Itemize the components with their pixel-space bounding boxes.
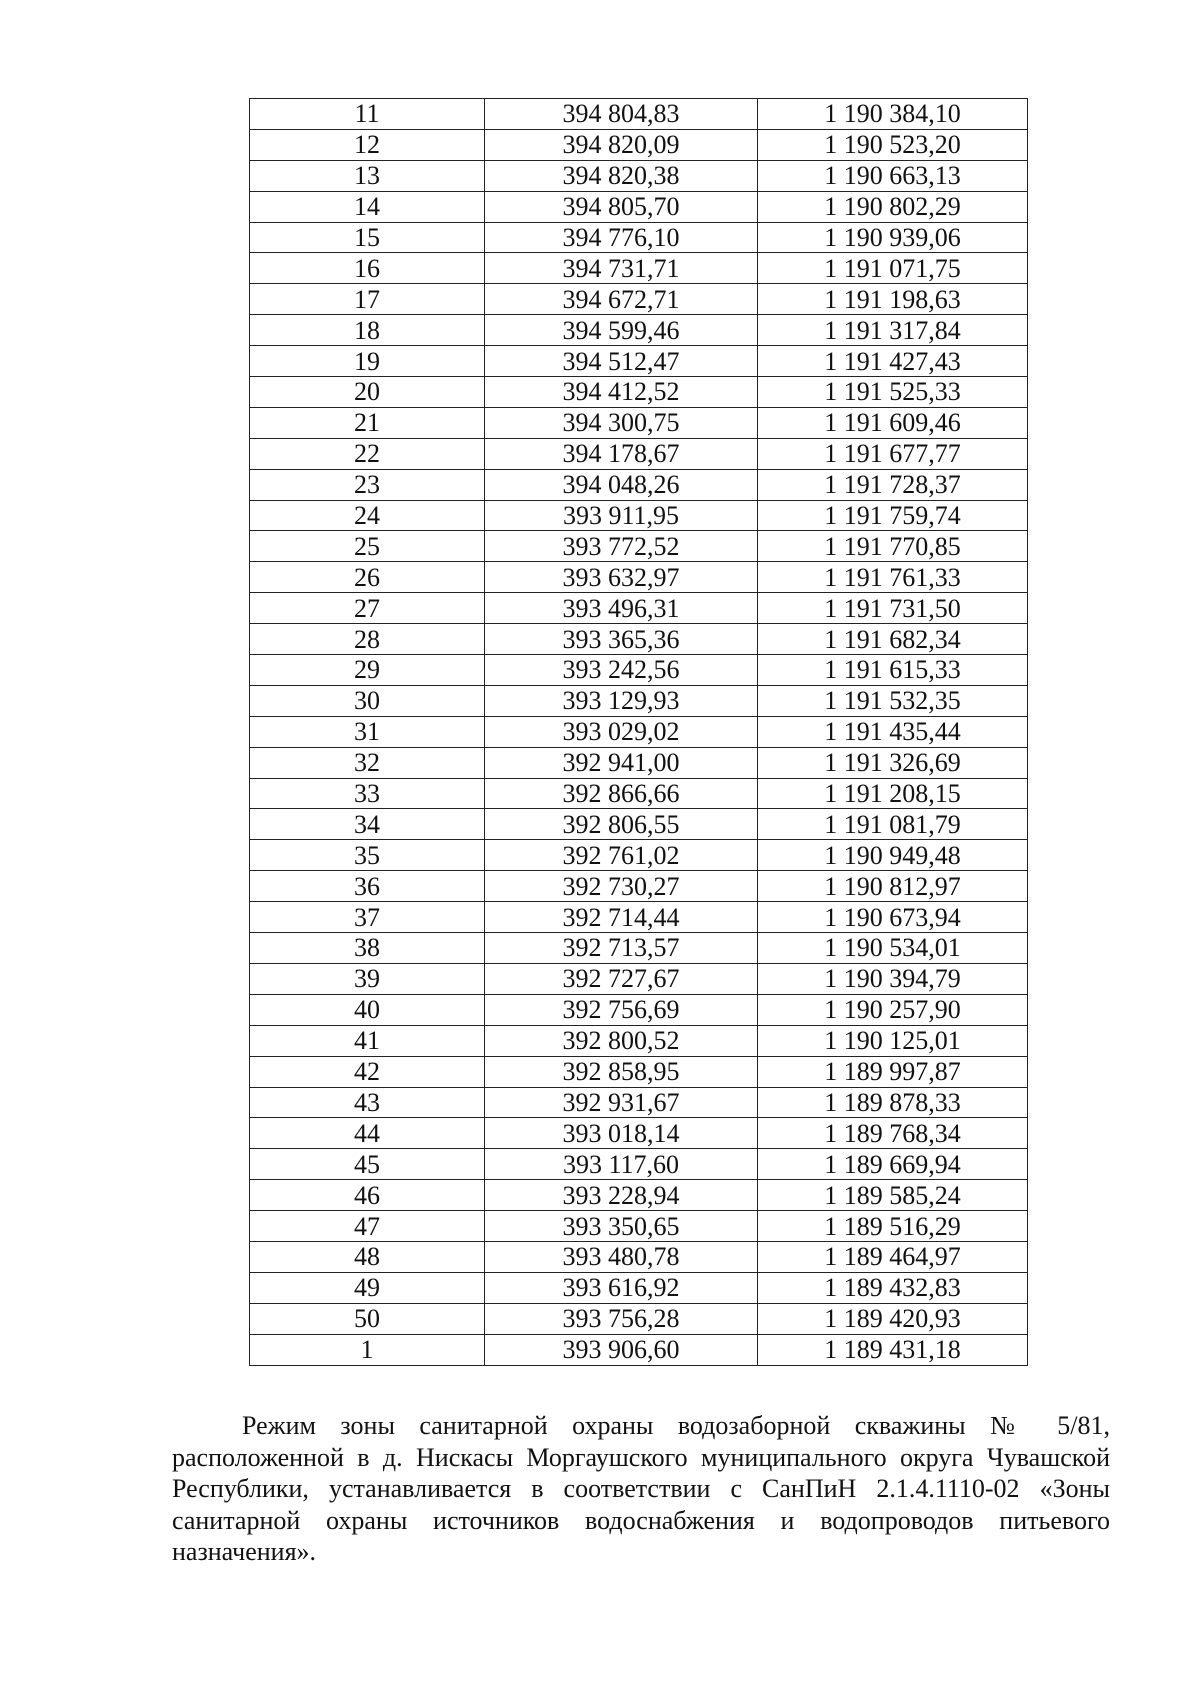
y-coordinate-cell: 1 189 420,93 [758, 1303, 1028, 1334]
table-row [250, 377, 1028, 408]
x-coordinate-cell: 394 820,09 [485, 129, 758, 160]
x-coordinate-cell: 392 713,57 [485, 933, 758, 964]
table-row [250, 346, 1028, 377]
y-coordinate-cell: 1 191 427,43 [758, 346, 1028, 377]
table-row [250, 1334, 1028, 1365]
x-coordinate-cell: 393 129,93 [485, 685, 758, 716]
point-number-cell: 50 [250, 1303, 485, 1334]
x-coordinate-cell: 392 727,67 [485, 963, 758, 994]
point-number-cell: 40 [250, 994, 485, 1025]
table-row [250, 655, 1028, 686]
y-coordinate-cell: 1 191 761,33 [758, 562, 1028, 593]
table-row [250, 129, 1028, 160]
point-number-cell: 20 [250, 377, 485, 408]
point-number-cell: 46 [250, 1180, 485, 1211]
point-number-cell: 27 [250, 593, 485, 624]
point-number-cell: 29 [250, 655, 485, 686]
coordinates-table-body [250, 99, 1028, 1366]
y-coordinate-cell: 1 191 525,33 [758, 377, 1028, 408]
y-coordinate-cell: 1 190 394,79 [758, 963, 1028, 994]
table-row [250, 222, 1028, 253]
x-coordinate-cell: 394 178,67 [485, 438, 758, 469]
y-coordinate-cell: 1 191 435,44 [758, 716, 1028, 747]
table-row [250, 160, 1028, 191]
point-number-cell: 22 [250, 438, 485, 469]
point-number-cell: 41 [250, 1025, 485, 1056]
x-coordinate-cell: 393 496,31 [485, 593, 758, 624]
table-row [250, 1303, 1028, 1334]
table-row [250, 469, 1028, 500]
table-row [250, 531, 1028, 562]
table-row [250, 1180, 1028, 1211]
y-coordinate-cell: 1 191 615,33 [758, 655, 1028, 686]
point-number-cell: 17 [250, 284, 485, 315]
table-row [250, 191, 1028, 222]
y-coordinate-cell: 1 190 673,94 [758, 902, 1028, 933]
table-row [250, 1211, 1028, 1242]
coordinates-table [249, 98, 1028, 1366]
table-row [250, 407, 1028, 438]
x-coordinate-cell: 394 599,46 [485, 315, 758, 346]
point-number-cell: 47 [250, 1211, 485, 1242]
x-coordinate-cell: 393 228,94 [485, 1180, 758, 1211]
x-coordinate-cell: 394 820,38 [485, 160, 758, 191]
x-coordinate-cell: 393 756,28 [485, 1303, 758, 1334]
point-number-cell: 19 [250, 346, 485, 377]
table-row [250, 1149, 1028, 1180]
x-coordinate-cell: 392 806,55 [485, 809, 758, 840]
x-coordinate-cell: 394 805,70 [485, 191, 758, 222]
point-number-cell: 16 [250, 253, 485, 284]
x-coordinate-cell: 393 365,36 [485, 624, 758, 655]
table-row [250, 562, 1028, 593]
table-row [250, 840, 1028, 871]
table-row [250, 1087, 1028, 1118]
y-coordinate-cell: 1 191 677,77 [758, 438, 1028, 469]
point-number-cell: 42 [250, 1056, 485, 1087]
table-row [250, 1118, 1028, 1149]
point-number-cell: 30 [250, 685, 485, 716]
table-row [250, 1241, 1028, 1272]
x-coordinate-cell: 394 300,75 [485, 407, 758, 438]
y-coordinate-cell: 1 189 431,18 [758, 1334, 1028, 1365]
y-coordinate-cell: 1 191 682,34 [758, 624, 1028, 655]
y-coordinate-cell: 1 191 728,37 [758, 469, 1028, 500]
table-row [250, 871, 1028, 902]
point-number-cell: 39 [250, 963, 485, 994]
x-coordinate-cell: 394 804,83 [485, 99, 758, 130]
table-row [250, 1025, 1028, 1056]
point-number-cell: 43 [250, 1087, 485, 1118]
x-coordinate-cell: 392 714,44 [485, 902, 758, 933]
y-coordinate-cell: 1 190 523,20 [758, 129, 1028, 160]
x-coordinate-cell: 394 512,47 [485, 346, 758, 377]
x-coordinate-cell: 394 048,26 [485, 469, 758, 500]
x-coordinate-cell: 392 941,00 [485, 747, 758, 778]
point-number-cell: 18 [250, 315, 485, 346]
point-number-cell: 25 [250, 531, 485, 562]
table-row [250, 438, 1028, 469]
point-number-cell: 28 [250, 624, 485, 655]
y-coordinate-cell: 1 191 609,46 [758, 407, 1028, 438]
table-row [250, 716, 1028, 747]
table-row [250, 593, 1028, 624]
x-coordinate-cell: 392 756,69 [485, 994, 758, 1025]
y-coordinate-cell: 1 191 317,84 [758, 315, 1028, 346]
point-number-cell: 37 [250, 902, 485, 933]
point-number-cell: 44 [250, 1118, 485, 1149]
table-row [250, 685, 1028, 716]
table-row [250, 778, 1028, 809]
point-number-cell: 45 [250, 1149, 485, 1180]
y-coordinate-cell: 1 191 532,35 [758, 685, 1028, 716]
point-number-cell: 31 [250, 716, 485, 747]
table-row [250, 994, 1028, 1025]
y-coordinate-cell: 1 191 081,79 [758, 809, 1028, 840]
y-coordinate-cell: 1 191 208,15 [758, 778, 1028, 809]
point-number-cell: 49 [250, 1272, 485, 1303]
x-coordinate-cell: 394 672,71 [485, 284, 758, 315]
y-coordinate-cell: 1 191 071,75 [758, 253, 1028, 284]
y-coordinate-cell: 1 189 516,29 [758, 1211, 1028, 1242]
y-coordinate-cell: 1 191 759,74 [758, 500, 1028, 531]
y-coordinate-cell: 1 190 125,01 [758, 1025, 1028, 1056]
y-coordinate-cell: 1 189 997,87 [758, 1056, 1028, 1087]
point-number-cell: 36 [250, 871, 485, 902]
table-row [250, 1272, 1028, 1303]
point-number-cell: 11 [250, 99, 485, 130]
table-row [250, 1056, 1028, 1087]
table-row [250, 624, 1028, 655]
y-coordinate-cell: 1 190 812,97 [758, 871, 1028, 902]
y-coordinate-cell: 1 190 257,90 [758, 994, 1028, 1025]
x-coordinate-cell: 393 029,02 [485, 716, 758, 747]
table-row [250, 902, 1028, 933]
y-coordinate-cell: 1 189 432,83 [758, 1272, 1028, 1303]
x-coordinate-cell: 392 761,02 [485, 840, 758, 871]
point-number-cell: 35 [250, 840, 485, 871]
x-coordinate-cell: 394 412,52 [485, 377, 758, 408]
y-coordinate-cell: 1 191 326,69 [758, 747, 1028, 778]
point-number-cell: 38 [250, 933, 485, 964]
y-coordinate-cell: 1 190 939,06 [758, 222, 1028, 253]
point-number-cell: 32 [250, 747, 485, 778]
point-number-cell: 15 [250, 222, 485, 253]
x-coordinate-cell: 393 911,95 [485, 500, 758, 531]
point-number-cell: 1 [250, 1334, 485, 1365]
point-number-cell: 13 [250, 160, 485, 191]
x-coordinate-cell: 393 018,14 [485, 1118, 758, 1149]
table-row [250, 747, 1028, 778]
x-coordinate-cell: 393 616,92 [485, 1272, 758, 1303]
table-row [250, 253, 1028, 284]
y-coordinate-cell: 1 190 384,10 [758, 99, 1028, 130]
x-coordinate-cell: 394 731,71 [485, 253, 758, 284]
point-number-cell: 26 [250, 562, 485, 593]
y-coordinate-cell: 1 191 731,50 [758, 593, 1028, 624]
x-coordinate-cell: 392 866,66 [485, 778, 758, 809]
table-row [250, 933, 1028, 964]
x-coordinate-cell: 393 906,60 [485, 1334, 758, 1365]
point-number-cell: 21 [250, 407, 485, 438]
x-coordinate-cell: 394 776,10 [485, 222, 758, 253]
x-coordinate-cell: 393 350,65 [485, 1211, 758, 1242]
table-row [250, 809, 1028, 840]
y-coordinate-cell: 1 191 198,63 [758, 284, 1028, 315]
regime-paragraph: Режим зоны санитарной охраны водозаборной скважины № 5/81, расположенной в д. Нискасы Моргаушского муниципального округа Чувашской Республики, устанавливается в соответствии с СанПиН 2.1.4.1110-02 «Зоны санитарной охраны источников водоснабжения и водопроводов питьевого назначения». [172, 1411, 1110, 1566]
y-coordinate-cell: 1 189 585,24 [758, 1180, 1028, 1211]
point-number-cell: 33 [250, 778, 485, 809]
x-coordinate-cell: 393 242,56 [485, 655, 758, 686]
x-coordinate-cell: 392 730,27 [485, 871, 758, 902]
point-number-cell: 48 [250, 1241, 485, 1272]
x-coordinate-cell: 393 632,97 [485, 562, 758, 593]
point-number-cell: 14 [250, 191, 485, 222]
point-number-cell: 23 [250, 469, 485, 500]
y-coordinate-cell: 1 189 464,97 [758, 1241, 1028, 1272]
y-coordinate-cell: 1 190 802,29 [758, 191, 1028, 222]
point-number-cell: 34 [250, 809, 485, 840]
x-coordinate-cell: 392 931,67 [485, 1087, 758, 1118]
table-row [250, 963, 1028, 994]
x-coordinate-cell: 393 117,60 [485, 1149, 758, 1180]
y-coordinate-cell: 1 189 669,94 [758, 1149, 1028, 1180]
table-row [250, 500, 1028, 531]
y-coordinate-cell: 1 190 534,01 [758, 933, 1028, 964]
y-coordinate-cell: 1 189 878,33 [758, 1087, 1028, 1118]
y-coordinate-cell: 1 190 663,13 [758, 160, 1028, 191]
point-number-cell: 12 [250, 129, 485, 160]
x-coordinate-cell: 393 480,78 [485, 1241, 758, 1272]
x-coordinate-cell: 393 772,52 [485, 531, 758, 562]
x-coordinate-cell: 392 858,95 [485, 1056, 758, 1087]
table-row [250, 284, 1028, 315]
y-coordinate-cell: 1 190 949,48 [758, 840, 1028, 871]
y-coordinate-cell: 1 191 770,85 [758, 531, 1028, 562]
point-number-cell: 24 [250, 500, 485, 531]
y-coordinate-cell: 1 189 768,34 [758, 1118, 1028, 1149]
table-row [250, 315, 1028, 346]
x-coordinate-cell: 392 800,52 [485, 1025, 758, 1056]
table-row [250, 99, 1028, 130]
